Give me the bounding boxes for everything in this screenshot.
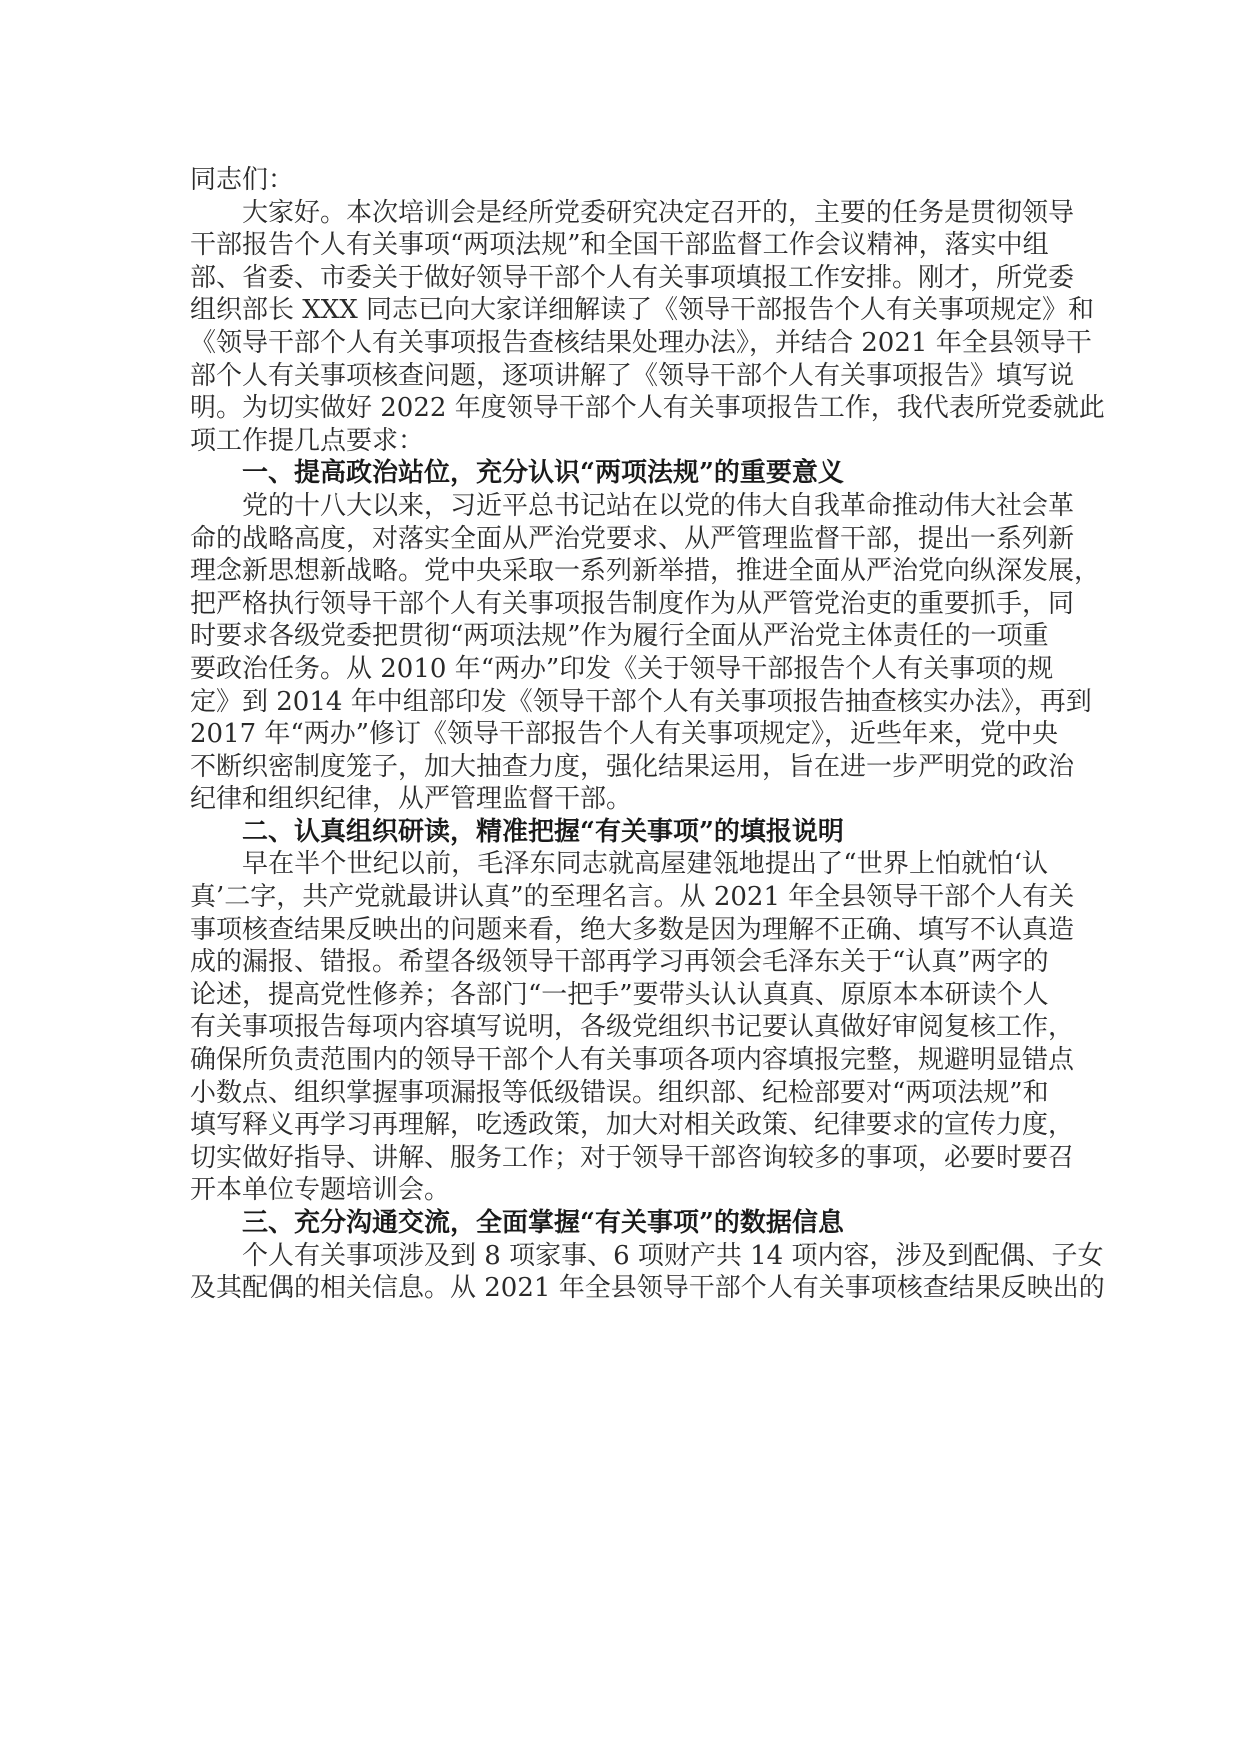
text-line: 《领导干部个人有关事项报告查核结果处理办法》，并结合 2021 年全县领导干 bbox=[190, 327, 1092, 358]
text-line: 命的战略高度，对落实全面从严治党要求、从严管理监督干部，提出一系列新 bbox=[190, 523, 1075, 554]
section-2-paragraph bbox=[190, 848, 1075, 1207]
text-line: 要政治任务。从 2010 年“两办”印发《关于领导干部报告个人有关事项的规 bbox=[190, 653, 1054, 684]
section-3-paragraph bbox=[190, 1240, 1105, 1305]
intro-paragraph bbox=[190, 197, 1105, 458]
text-line: 有关事项报告每项内容填写说明，各级党组织书记要认真做好审阅复核工作， bbox=[190, 1012, 1075, 1043]
text-line: 理念新思想新战略。党中央采取一系列新举措，推进全面从严治党向纵深发展， bbox=[190, 556, 1101, 587]
text-line: 确保所负责范围内的领导干部个人有关事项各项内容填报完整，规避明显错点 bbox=[190, 1045, 1075, 1076]
text-line: 不断织密制度笼子，加大抽查力度，强化结果运用，旨在进一步严明党的政治 bbox=[190, 751, 1075, 782]
document-body bbox=[190, 164, 1105, 1305]
text-line: 事项核查结果反映出的问题来看，绝大多数是因为理解不正确、填写不认真造 bbox=[190, 914, 1075, 945]
text-line: 组织部长 XXX 同志已向大家详细解读了《领导干部报告个人有关事项规定》和 bbox=[190, 295, 1095, 326]
section-3-heading: 三、充分沟通交流，全面掌握“有关事项”的数据信息 bbox=[242, 1208, 844, 1238]
text-line: 定》到 2014 年中组部印发《领导干部个人有关事项报告抽查核实办法》，再到 bbox=[190, 686, 1092, 717]
text-line: 2017 年“两办”修订《领导干部报告个人有关事项规定》，近些年来，党中央 bbox=[190, 719, 1059, 750]
text-line: 干部报告个人有关事项“两项法规”和全国干部监督工作会议精神，落实中组 bbox=[190, 230, 1049, 261]
text-line: 成的漏报、错报。希望各级领导干部再学习再领会毛泽东关于“认真”两字的 bbox=[190, 947, 1049, 978]
text-line: 小数点、组织掌握事项漏报等低级错误。组织部、纪检部要对“两项法规”和 bbox=[190, 1077, 1049, 1108]
section-1-heading: 一、提高政治站位，充分认识“两项法规”的重要意义 bbox=[242, 458, 844, 489]
text-line: 部个人有关事项核查问题，逐项讲解了《领导干部个人有关事项报告》填写说 bbox=[190, 360, 1075, 391]
text-line: 明。为切实做好 2022 年度领导干部个人有关事项报告工作，我代表所党委就此 bbox=[190, 393, 1105, 424]
greeting: 同志们： bbox=[190, 165, 295, 195]
text-line: 纪律和组织纪律，从严管理监督干部。 bbox=[190, 784, 633, 815]
text-line: 开本单位专题培训会。 bbox=[190, 1175, 451, 1206]
text-line: 填写释义再学习再理解，吃透政策，加大对相关政策、纪律要求的宣传力度， bbox=[190, 1110, 1075, 1141]
text-line: 大家好。本次培训会是经所党委研究决定召开的，主要的任务是贯彻领导 bbox=[242, 197, 1075, 228]
text-line: 把严格执行领导干部个人有关事项报告制度作为从严管党治吏的重要抓手，同 bbox=[190, 588, 1075, 619]
text-line: 切实做好指导、讲解、服务工作；对于领导干部咨询较多的事项，必要时要召 bbox=[190, 1142, 1075, 1173]
text-line: 部、省委、市委关于做好领导干部个人有关事项填报工作安排。刚才，所党委 bbox=[190, 262, 1075, 293]
section-1-paragraph bbox=[190, 490, 1101, 816]
text-line: 项工作提几点要求： bbox=[190, 425, 425, 456]
text-line: 及其配偶的相关信息。从 2021 年全县领导干部个人有关事项核查结果反映出的 bbox=[190, 1273, 1105, 1304]
section-2-heading: 二、认真组织研读，精准把握“有关事项”的填报说明 bbox=[242, 816, 844, 847]
text-line: 论述，提高党性修养；各部门“一把手”要带头认认真真、原原本本研读个人 bbox=[190, 979, 1049, 1010]
text-line: 个人有关事项涉及到 8 项家事、6 项财产共 14 项内容，涉及到配偶、子女 bbox=[242, 1240, 1104, 1271]
text-line: 党的十八大以来，习近平总书记站在以党的伟大自我革命推动伟大社会革 bbox=[242, 490, 1075, 521]
text-line: 时要求各级党委把贯彻“两项法规”作为履行全面从严治党主体责任的一项重 bbox=[190, 621, 1049, 652]
text-line: 早在半个世纪以前，毛泽东同志就高屋建瓴地提出了“世界上怕就怕‘认 bbox=[242, 849, 1048, 880]
text-line: 真’二字，共产党就最讲认真”的至理名言。从 2021 年全县领导干部个人有关 bbox=[190, 882, 1075, 913]
